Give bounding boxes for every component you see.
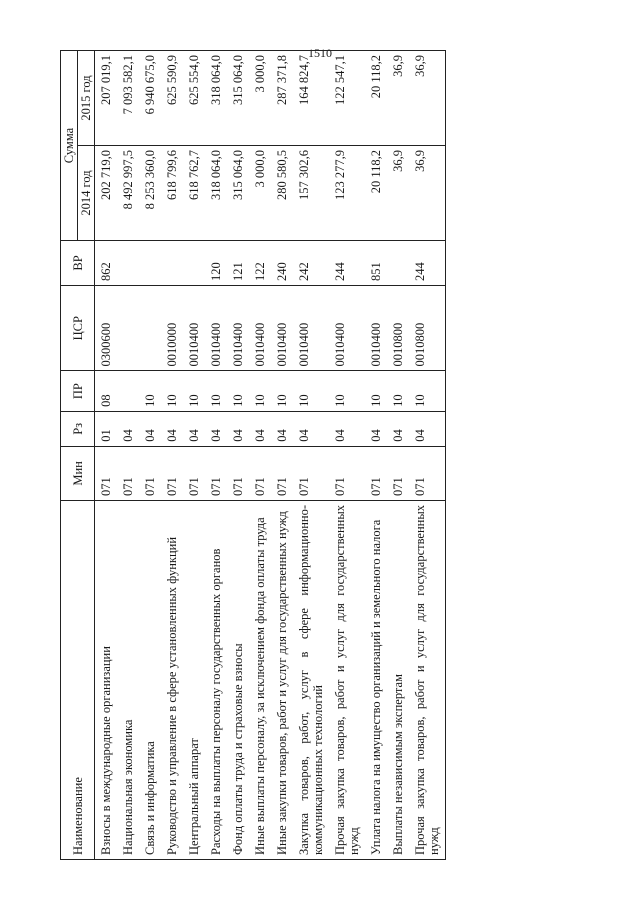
- row-name: Выплаты независимым экспертам: [387, 501, 409, 860]
- row-2014: 8 253 360,0: [139, 146, 161, 241]
- budget-table: [60, 50, 446, 860]
- row-2014: 123 277,9: [329, 146, 365, 241]
- row-2015: 318 064,0: [205, 51, 227, 146]
- table-row: [387, 51, 409, 860]
- row-csr: 0010000: [161, 285, 183, 370]
- row-2015: 6 940 675,0: [139, 51, 161, 146]
- header-sum: Сумма: [61, 51, 78, 241]
- row-name: Руководство и управление в сфере установленных функций: [161, 501, 183, 860]
- table-row: [183, 51, 205, 860]
- row-pr: 10: [271, 371, 293, 411]
- row-pr: 10: [161, 371, 183, 411]
- row-rz: 04: [227, 411, 249, 446]
- row-name: Иные закупки товаров, работ и услуг для государственных нужд: [271, 501, 293, 860]
- row-csr: [139, 285, 161, 370]
- row-2014: 36,9: [409, 146, 446, 241]
- row-min: 071: [117, 446, 139, 500]
- row-csr: 0010400: [227, 285, 249, 370]
- row-rz: 04: [409, 411, 446, 446]
- row-rz: 04: [271, 411, 293, 446]
- table-row: [249, 51, 271, 860]
- row-2015: 36,9: [387, 51, 409, 146]
- row-pr: 10: [205, 371, 227, 411]
- table-row: [161, 51, 183, 860]
- header-pr: ПР: [61, 371, 95, 411]
- row-2014: 202 719,0: [95, 146, 118, 241]
- row-min: 071: [271, 446, 293, 500]
- row-2014: 36,9: [387, 146, 409, 241]
- row-2014: 20 118,2: [365, 146, 387, 241]
- row-2014: 318 064,0: [205, 146, 227, 241]
- row-2015: 625 554,0: [183, 51, 205, 146]
- row-pr: 08: [95, 371, 118, 411]
- table-row: [95, 51, 118, 860]
- row-rz: 04: [183, 411, 205, 446]
- row-2015: 3 000,0: [249, 51, 271, 146]
- row-pr: 10: [293, 371, 329, 411]
- row-name: Взносы в международные организации: [95, 501, 118, 860]
- row-vr: 851: [365, 241, 387, 286]
- table-row: [271, 51, 293, 860]
- row-name: Национальная экономика: [117, 501, 139, 860]
- row-vr: 120: [205, 241, 227, 286]
- header-2015: 2015 год: [78, 51, 95, 146]
- row-name: Связь и информатика: [139, 501, 161, 860]
- header-csr: ЦСР: [61, 285, 95, 370]
- row-2015: 7 093 582,1: [117, 51, 139, 146]
- row-2015: 164 824,7: [293, 51, 329, 146]
- row-csr: 0010800: [409, 285, 446, 370]
- row-name: Центральный аппарат: [183, 501, 205, 860]
- row-pr: 10: [365, 371, 387, 411]
- row-rz: 04: [205, 411, 227, 446]
- row-csr: [117, 285, 139, 370]
- row-min: 071: [329, 446, 365, 500]
- row-2015: 315 064,0: [227, 51, 249, 146]
- row-2014: 315 064,0: [227, 146, 249, 241]
- row-name: Иные выплаты персоналу, за исключением фонда оплаты труда: [249, 501, 271, 860]
- row-min: 071: [139, 446, 161, 500]
- row-pr: 10: [409, 371, 446, 411]
- row-pr: 10: [329, 371, 365, 411]
- row-vr: [117, 241, 139, 286]
- row-csr: 0010400: [293, 285, 329, 370]
- row-csr: 0300600: [95, 285, 118, 370]
- row-min: 071: [183, 446, 205, 500]
- row-rz: 04: [117, 411, 139, 446]
- row-min: 071: [95, 446, 118, 500]
- row-pr: 10: [139, 371, 161, 411]
- header-2014: 2014 год: [78, 146, 95, 241]
- row-csr: 0010400: [183, 285, 205, 370]
- row-min: 071: [409, 446, 446, 500]
- row-csr: 0010800: [387, 285, 409, 370]
- row-min: 071: [161, 446, 183, 500]
- row-2015: 122 547,1: [329, 51, 365, 146]
- row-rz: 04: [365, 411, 387, 446]
- table-row: [293, 51, 329, 860]
- row-name: Прочая закупка товаров, работ и услуг для государственных нужд: [329, 501, 365, 860]
- row-min: 071: [293, 446, 329, 500]
- row-name: Фонд оплаты труда и страховые взносы: [227, 501, 249, 860]
- row-min: 071: [227, 446, 249, 500]
- row-2015: 625 590,9: [161, 51, 183, 146]
- row-2014: 3 000,0: [249, 146, 271, 241]
- row-vr: 122: [249, 241, 271, 286]
- table-header: [61, 51, 95, 860]
- table-row: [227, 51, 249, 860]
- row-csr: 0010400: [271, 285, 293, 370]
- row-name: Уплата налога на имущество организаций и земельного налога: [365, 501, 387, 860]
- row-vr: [161, 241, 183, 286]
- row-rz: 04: [161, 411, 183, 446]
- row-vr: 242: [293, 241, 329, 286]
- row-min: 071: [205, 446, 227, 500]
- header-rz: Рз: [61, 411, 95, 446]
- row-csr: 0010400: [329, 285, 365, 370]
- page-number: 1510: [308, 46, 332, 60]
- row-csr: 0010400: [249, 285, 271, 370]
- row-vr: 121: [227, 241, 249, 286]
- table-row: [139, 51, 161, 860]
- row-vr: 244: [329, 241, 365, 286]
- table-row: [409, 51, 446, 860]
- row-min: 071: [387, 446, 409, 500]
- row-vr: 862: [95, 241, 118, 286]
- row-2014: 280 580,5: [271, 146, 293, 241]
- row-min: 071: [365, 446, 387, 500]
- row-vr: [387, 241, 409, 286]
- table-body: [95, 51, 446, 860]
- row-rz: 04: [249, 411, 271, 446]
- rotated-table-container: [60, 50, 562, 860]
- header-name: Наименование: [61, 501, 95, 860]
- row-pr: 10: [387, 371, 409, 411]
- row-name: Закупка товаров, работ, услуг в сфере информационно-коммуникационных технологий: [293, 501, 329, 860]
- row-pr: 10: [227, 371, 249, 411]
- table-row: [365, 51, 387, 860]
- row-2014: 618 762,7: [183, 146, 205, 241]
- row-2014: 8 492 997,5: [117, 146, 139, 241]
- row-vr: [139, 241, 161, 286]
- row-rz: 04: [387, 411, 409, 446]
- header-vr: ВР: [61, 241, 95, 286]
- table-row: [329, 51, 365, 860]
- row-rz: 04: [329, 411, 365, 446]
- row-vr: 240: [271, 241, 293, 286]
- row-name: Расходы на выплаты персоналу государственных органов: [205, 501, 227, 860]
- row-pr: 10: [249, 371, 271, 411]
- row-2015: 207 019,1: [95, 51, 118, 146]
- row-min: 071: [249, 446, 271, 500]
- row-pr: 10: [183, 371, 205, 411]
- row-2015: 36,9: [409, 51, 446, 146]
- row-csr: 0010400: [205, 285, 227, 370]
- table-row: [117, 51, 139, 860]
- row-2014: 157 302,6: [293, 146, 329, 241]
- row-2014: 618 799,6: [161, 146, 183, 241]
- row-rz: 04: [139, 411, 161, 446]
- row-name: Прочая закупка товаров, работ и услуг для государственных нужд: [409, 501, 446, 860]
- row-csr: 0010400: [365, 285, 387, 370]
- row-vr: 244: [409, 241, 446, 286]
- table-row: [205, 51, 227, 860]
- row-vr: [183, 241, 205, 286]
- row-2015: 20 118,2: [365, 51, 387, 146]
- row-rz: 01: [95, 411, 118, 446]
- row-pr: [117, 371, 139, 411]
- header-min: Мин: [61, 446, 95, 500]
- row-rz: 04: [293, 411, 329, 446]
- row-2015: 287 371,8: [271, 51, 293, 146]
